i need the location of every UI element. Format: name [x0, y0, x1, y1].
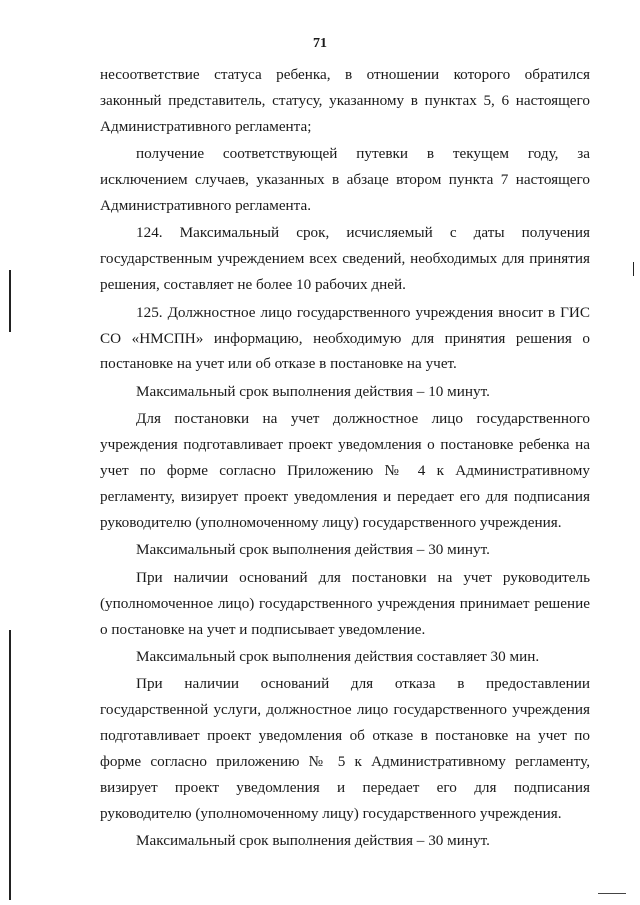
paragraph-refusal-notice: При наличии оснований для отказа в предоставлении государственной услуги, должностное лицо государственного учреждения подготавливает проект уведомления об отказе в постановке на учет по форме согласно приложению № 5 к Административному регламенту, визирует проект уведомления и передает его для подписания руководителю (уполномоченному лицу) государственного учреждения.: [100, 675, 590, 822]
paragraph-registration-notice: Для постановки на учет должностное лицо государственного учреждения подготавливает проект уведомления о постановке ребенка на учет по форме согласно Приложению № 4 к Административному регламенту, визирует проект уведомления и передает его для подписания руководителю (уполномоченному лицу) государственного учреждения.: [100, 410, 590, 531]
paragraph-max-time-10: Максимальный срок выполнения действия – 10 минут.: [136, 382, 490, 400]
paragraph-status-mismatch: несоответствие статуса ребенка, в отношении которого обратился законный представитель, статусу, указанному в пунктах 5, 6 настоящего Административного регламента;: [100, 66, 590, 135]
paragraph-125: 125. Должностное лицо государственного учреждения вносит в ГИС СО «НМСПН» информацию, необходимую для принятия решения о постановке на учет или об отказе в постановке на учет.: [100, 303, 590, 373]
paragraph-max-time-30-a: Максимальный срок выполнения действия – 30 минут.: [136, 541, 490, 559]
paragraph-max-time-30-b: Максимальный срок выполнения действия – 30 минут.: [136, 832, 490, 850]
page-number: 71: [313, 36, 327, 51]
corner-scan-mark: [598, 893, 626, 894]
paragraph-voucher-received: получение соответствующей путевки в текущем году, за исключением случаев, указанных в абзаце втором пункта 7 настоящего Административного регламента.: [100, 145, 590, 215]
right-margin-mark: [633, 262, 634, 276]
paragraph-124: 124. Максимальный срок, исчисляемый с даты получения государственным учреждением всех сведений, необходимых для принятия решения, составляет не более 10 рабочих дней.: [100, 224, 590, 294]
left-margin-mark-upper: [9, 270, 11, 332]
left-margin-mark-lower: [9, 630, 11, 900]
paragraph-registration-decision: При наличии оснований для постановки на учет руководитель (уполномоченное лицо) государственного учреждения принимает решение о постановке на учет и подписывает уведомление.: [100, 568, 590, 638]
paragraph-max-time-30-min: Максимальный срок выполнения действия составляет 30 мин.: [136, 647, 540, 665]
document-body: [100, 62, 590, 856]
